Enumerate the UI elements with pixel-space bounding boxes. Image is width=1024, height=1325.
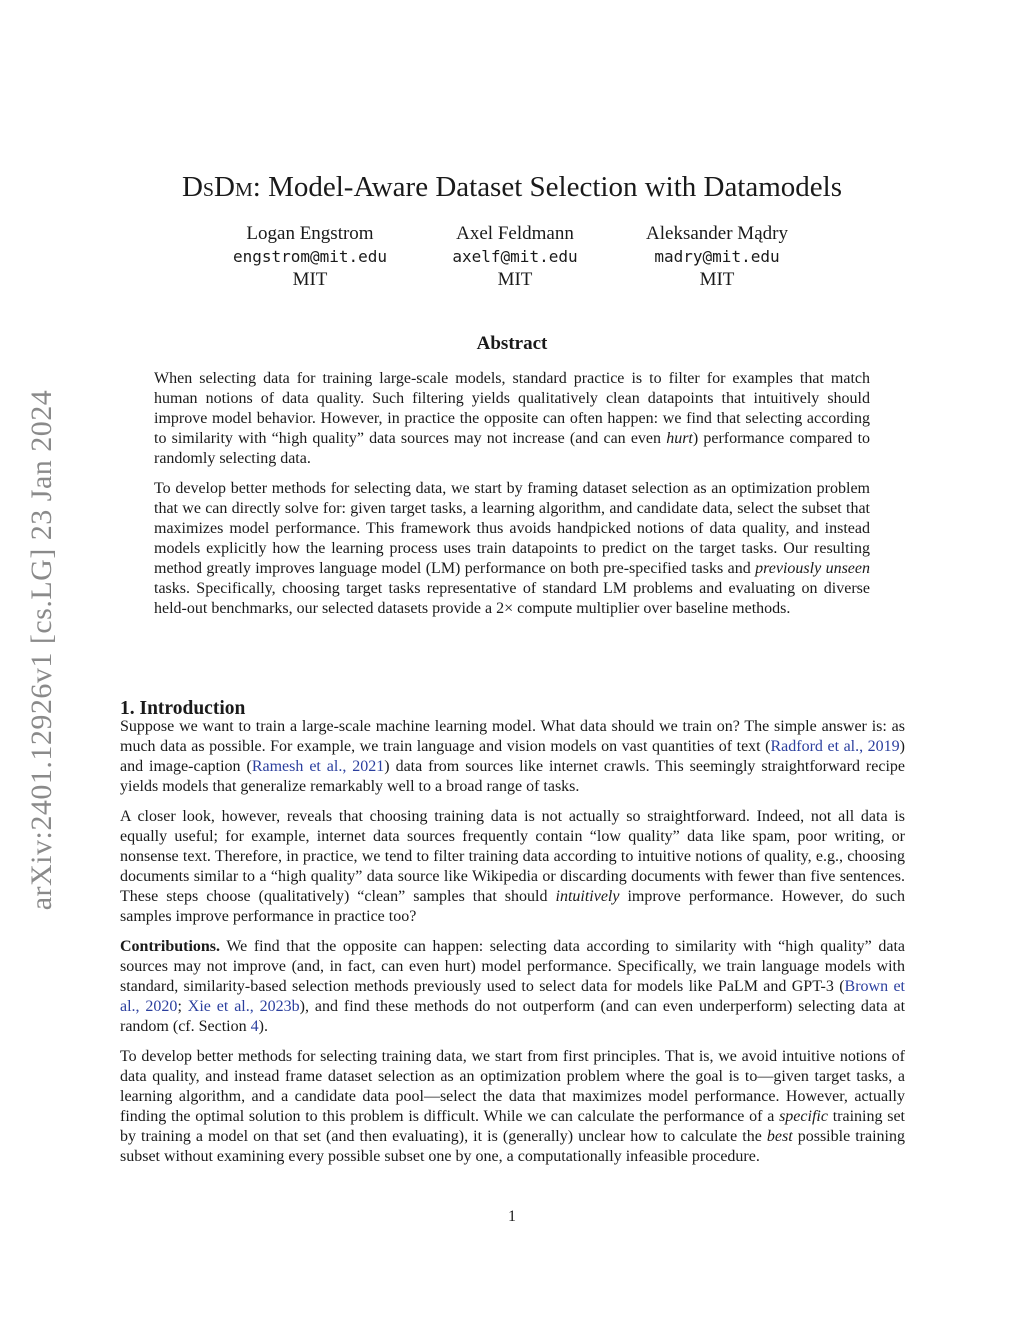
- citation-link[interactable]: Radford et al., 2019: [770, 738, 900, 755]
- author-email[interactable]: madry@mit.edu: [654, 247, 780, 266]
- section-heading-introduction: 1. Introduction: [120, 698, 246, 720]
- author-name: Logan Engstrom: [246, 223, 374, 244]
- author-name: Aleksander Mądry: [646, 223, 788, 244]
- author-email[interactable]: engstrom@mit.edu: [232, 247, 388, 266]
- abstract-paragraph: To develop better methods for selecting data, we start by framing dataset selection as an optimization problem that we can directly solve for: given target tasks, a learning algorithm, and candidate data, select the subset that maximizes model performance. This framework thus avoids handpicked notions of data quality, and instead models explicitly how the learning process uses train datapoints to predict on the target tasks. Our resulting method greatly improves language model (LM) performance on both pre-specified tasks and previously unseen tasks. Specifically, choosing target tasks representative of standard LM problems and evaluating on diverse held-out benchmarks, our selected datasets provide a 2× compute multiplier over baseline methods.: [154, 480, 871, 617]
- arxiv-identifier: arXiv:2401.12926v1 [cs.LG] 23 Jan 2024: [25, 389, 58, 911]
- author-3: [597, 222, 837, 291]
- section-reference-link[interactable]: 4: [250, 1018, 259, 1035]
- contributions-label: Contributions.: [120, 938, 221, 955]
- author-1: [190, 222, 430, 291]
- abstract-heading: Abstract: [476, 333, 548, 354]
- author-affiliation: MIT: [292, 269, 328, 290]
- body-paragraph: To develop better methods for selecting training data, we start from first principles. That is, we avoid intuitive notions of data quality, and instead frame dataset selection as an optimization problem where the goal is to—given target tasks, a learning algorithm, and a candidate data pool—select the data that maximizes model performance. However, actually finding the optimal solution to this problem is difficult. While we can calculate the performance of a specific training set by training a model on that set (and then evaluating), it is (generally) unclear how to calculate the best possible training subset without examining every possible subset one by one, a computationally infeasible procedure.: [120, 1048, 906, 1165]
- title-rest: : Model-Aware Dataset Selection with Datamodels: [252, 171, 843, 204]
- introduction-body: [120, 717, 905, 1177]
- body-paragraph: Suppose we want to train a large-scale machine learning model. What data should we train on? The simple answer is: as much data as possible. For example, we train language and vision models on vast quantities of text (Radford et al., 2019) and image-caption (Ramesh et al., 2021) data from sources like internet crawls. This seemingly straightforward recipe yields models that generalize remarkably well to a broad range of tasks.: [120, 718, 906, 795]
- page-number: 1: [508, 1208, 516, 1225]
- author-affiliation: MIT: [699, 269, 735, 290]
- citation-link[interactable]: Ramesh et al., 2021: [251, 758, 385, 775]
- abstract-paragraph: When selecting data for training large-scale models, standard practice is to filter for examples that match human notions of data quality. Such filtering yields qualitatively clean datapoints that intuitively should improve model behavior. However, in practice the opposite can often happen: we find that selecting according to similarity with “high quality” data sources may not increase (and can even hurt) performance compared to randomly selecting data.: [154, 370, 871, 467]
- method-name: DsDm: [181, 171, 253, 204]
- author-name: Axel Feldmann: [456, 223, 574, 244]
- body-paragraph: Contributions. We find that the opposite can happen: selecting data according to similarity with “high quality” data sources may not improve (and, in fact, can even hurt) model performance. Specifically, we train language models with standard, similarity-based selection methods previously used to select data for models like PaLM and GPT-3 (Brown et al., 2020; Xie et al., 2023b), and find these methods do not outperform (and can even underperform) selecting data at random (cf. Section 4).: [120, 938, 906, 1035]
- author-email[interactable]: axelf@mit.edu: [452, 247, 578, 266]
- paper-title: [0, 171, 1024, 204]
- abstract: [154, 369, 870, 629]
- citation-link[interactable]: Brown et al., 2020: [120, 978, 905, 1015]
- citation-link[interactable]: Xie et al., 2023b: [187, 998, 300, 1015]
- body-paragraph: A closer look, however, reveals that choosing training data is not actually so straightforward. Indeed, not all data is equally useful; for example, internet data sources frequently contain “low quality” data like spam, poor writing, or nonsense text. Therefore, in practice, we tend to filter training data according to intuitive notions of quality, e.g., choosing documents similar to a “high quality” data source like Wikipedia or discarding documents with fewer than five sentences. These steps choose (qualitatively) “clean” samples that should intuitively improve performance. However, do such samples improve performance in practice too?: [120, 808, 906, 925]
- author-affiliation: MIT: [497, 269, 533, 290]
